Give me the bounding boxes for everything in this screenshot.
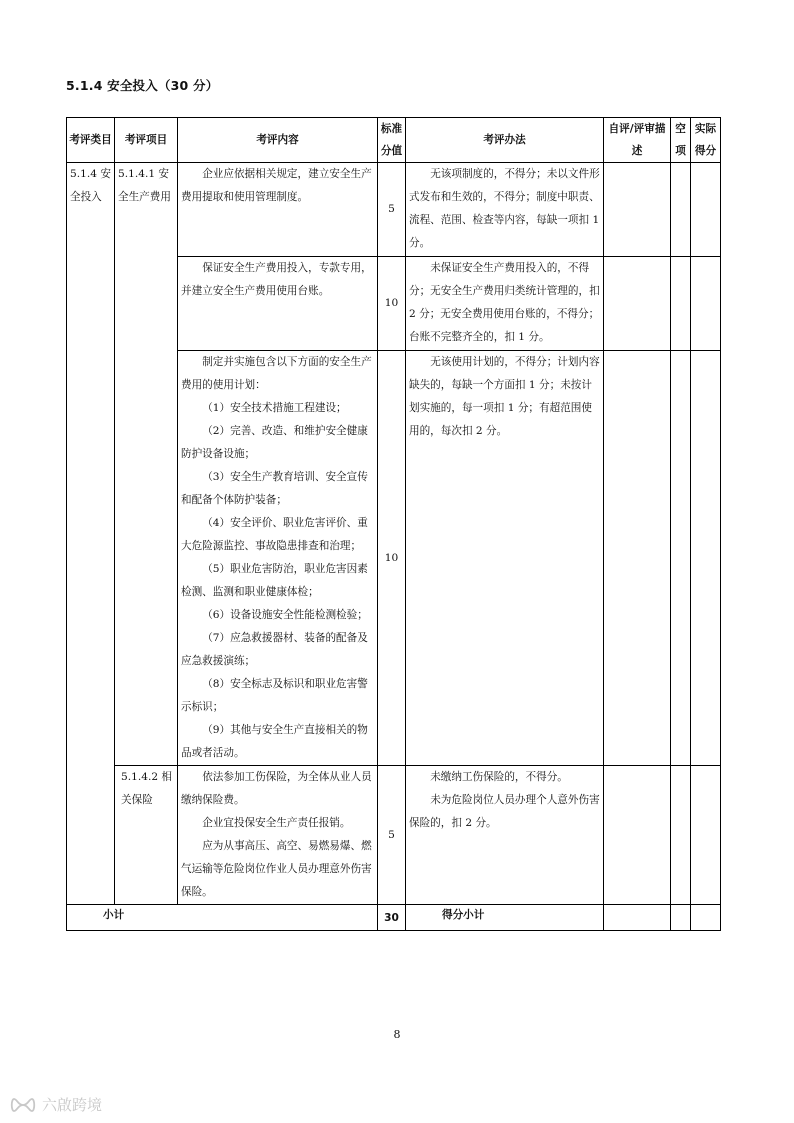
- actual-score-cell[interactable]: [691, 257, 721, 351]
- actual-score-cell[interactable]: [691, 351, 721, 766]
- header-method: 考评办法: [406, 118, 604, 163]
- subtotal-row: [67, 905, 721, 931]
- section-title: 5.1.4 安全投入（30 分）: [66, 78, 219, 93]
- na-cell[interactable]: [671, 163, 691, 257]
- content-cell: [178, 351, 378, 766]
- header-item: 考评项目: [115, 118, 178, 163]
- content-text: 制定并实施包含以下方面的安全生产费用的使用计划：: [181, 356, 372, 391]
- subtotal-na[interactable]: [671, 905, 691, 931]
- header-standard: 标准分值: [378, 118, 406, 163]
- page-number: 8: [393, 1028, 401, 1041]
- content-text: （7）应急救援器材、装备的配备及应急救援演练；: [181, 632, 368, 667]
- content-text: （6）设备设施安全性能检测检验；: [202, 609, 368, 621]
- item-cell-2: [115, 766, 178, 905]
- actual-score-cell[interactable]: [691, 766, 721, 905]
- score-cell: 5: [378, 766, 406, 905]
- header-self-review: 自评/评审描述: [604, 118, 671, 163]
- watermark-logo-icon: [10, 1096, 36, 1114]
- subtotal-score: 30: [378, 905, 406, 931]
- scoring-table: [66, 117, 721, 931]
- method-cell: [406, 257, 604, 351]
- content-text: 企业宜投保安全生产责任报销。: [202, 817, 351, 829]
- method-text: 未为危险岗位人员办理个人意外伤害保险的，扣 2 分。: [409, 794, 600, 829]
- content-cell: [178, 163, 378, 257]
- subtotal-score-label-text: 得分小计: [442, 909, 485, 921]
- subtotal-self-review[interactable]: [604, 905, 671, 931]
- watermark: [10, 1094, 102, 1115]
- content-text: 企业应依据相关规定，建立安全生产费用提取和使用管理制度。: [181, 168, 372, 203]
- category-cell: 5.1.4 安全投入: [67, 163, 115, 905]
- content-text: （1）安全技术措施工程建设；: [202, 402, 347, 414]
- score-cell: 5: [378, 163, 406, 257]
- self-review-cell[interactable]: [604, 766, 671, 905]
- na-cell[interactable]: [671, 766, 691, 905]
- content-text: （8）安全标志及标识和职业危害警示标识；: [181, 678, 368, 713]
- subtotal-label-text: 小计: [103, 909, 125, 921]
- header-actual: 实际得分: [691, 118, 721, 163]
- content-text: （3）安全生产教育培训、安全宣传和配备个体防护装备；: [181, 471, 368, 506]
- content-text: 保证安全生产费用投入，专款专用，并建立安全生产费用使用台账。: [181, 262, 372, 297]
- content-text: （4）安全评价、职业危害评价、重大危险源监控、事故隐患排查和治理；: [181, 517, 368, 552]
- header-content: 考评内容: [178, 118, 378, 163]
- na-cell[interactable]: [671, 351, 691, 766]
- method-text: 未保证安全生产费用投入的，不得分；无安全生产费用归类统计管理的，扣 2 分；无安全费用使用台账的，不得分；台账不完整齐全的，扣 1 分。: [409, 262, 600, 343]
- score-cell: 10: [378, 257, 406, 351]
- score-cell: 10: [378, 351, 406, 766]
- content-cell: [178, 766, 378, 905]
- watermark-text: 六啟跨境: [42, 1096, 103, 1114]
- header-category: 考评类目: [67, 118, 115, 163]
- subtotal-label: [67, 905, 378, 931]
- table-header-row: [67, 118, 721, 163]
- content-text: （5）职业危害防治，职业危害因素检测、监测和职业健康体检；: [181, 563, 368, 598]
- self-review-cell[interactable]: [604, 163, 671, 257]
- method-cell: [406, 163, 604, 257]
- method-text: 无该使用计划的，不得分；计划内容缺失的，每缺一个方面扣 1 分；未按计划实施的，每一项扣 1 分；有超范围使用的，每次扣 2 分。: [409, 356, 600, 437]
- self-review-cell[interactable]: [604, 351, 671, 766]
- item-cell-1: 5.1.4.1 安全生产费用: [115, 163, 178, 766]
- table-row: [67, 766, 721, 905]
- header-na: 空项: [671, 118, 691, 163]
- content-text: （2）完善、改造、和维护安全健康防护设备设施；: [181, 425, 368, 460]
- subtotal-score-label: [406, 905, 604, 931]
- content-cell: [178, 257, 378, 351]
- self-review-cell[interactable]: [604, 257, 671, 351]
- method-cell: [406, 766, 604, 905]
- subtotal-actual[interactable]: [691, 905, 721, 931]
- method-cell: [406, 351, 604, 766]
- content-text: 依法参加工伤保险，为全体从业人员缴纳保险费。: [181, 771, 372, 806]
- na-cell[interactable]: [671, 257, 691, 351]
- content-text: 应为从事高压、高空、易燃易爆、燃气运输等危险岗位作业人员办理意外伤害保险。: [181, 840, 372, 898]
- table-row: [67, 163, 721, 257]
- actual-score-cell[interactable]: [691, 163, 721, 257]
- method-text: 未缴纳工伤保险的，不得分。: [430, 771, 568, 783]
- item-2-text: 5.1.4.2 相关保险: [121, 771, 173, 806]
- content-text: （9）其他与安全生产直接相关的物品或者活动。: [181, 724, 368, 759]
- method-text: 无该项制度的，不得分；未以文件形式发布和生效的，不得分；制度中职责、流程、范围、检查等内容，每缺一项扣 1 分。: [409, 168, 600, 249]
